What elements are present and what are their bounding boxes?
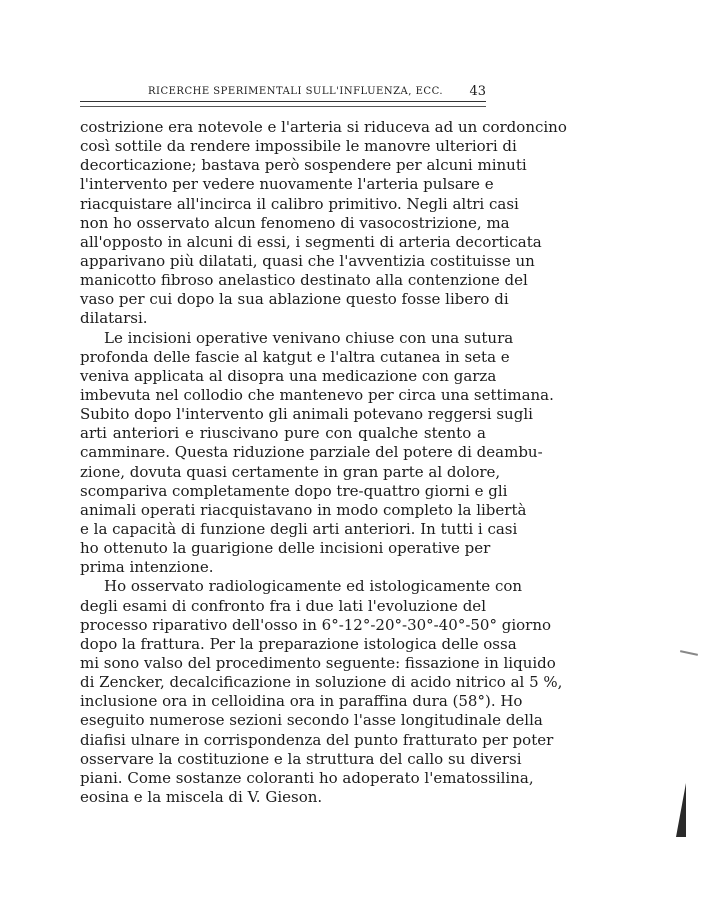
text-line: diafisi ulnare in corrispondenza del punto fratturato per poter (80, 730, 554, 749)
text-line: Le incisioni operative venivano chiuse con una sutura (104, 328, 514, 347)
text-line: costrizione era notevole e l'arteria si riduceva ad un cordoncino (80, 118, 567, 136)
header-rule-thin (80, 106, 486, 107)
paragraph-3 (80, 577, 563, 807)
page-number: 43 (469, 84, 486, 99)
paragraph-1 (80, 118, 567, 329)
text-line: e la capacità di funzione degli arti anteriori. In tutti i casi (80, 519, 518, 538)
text-line: animali operati riacquistavano in modo completo la libertà (80, 500, 527, 519)
text-line: riacquistare all'incirca il calibro primitivo. Negli altri casi (80, 194, 519, 213)
text-line: eosina e la miscela di V. Gieson. (80, 787, 323, 806)
text-line: non ho osservato alcun fenomeno di vasocostrizione, ma (80, 213, 510, 232)
text-line: piani. Come sostanze coloranti ho adoperato l'ematossilina, (80, 768, 534, 787)
text-line: Subito dopo l'intervento gli animali potevano reggersi sugli (80, 405, 533, 424)
text-line: apparivano più dilatati, quasi che l'avventizia costituisse un (80, 251, 535, 270)
text-line: così sottile da rendere impossibile le manovre ulteriori di (80, 137, 517, 156)
running-title: RICERCHE SPERIMENTALI SULL'INFLUENZA, ECC. (148, 86, 444, 97)
text-line: camminare. Questa riduzione parziale del potere di deambu- (80, 443, 543, 462)
text-line: vaso per cui dopo la sua ablazione questo fosse libero di (80, 290, 509, 309)
text-line: osservare la costituzione e la struttura del callo su diversi (80, 749, 522, 768)
body-text (80, 118, 567, 807)
text-line: inclusione ora in celloidina ora in paraffina dura (58°). Ho (80, 692, 523, 711)
text-line: profonda delle fascie al katgut e l'altra cutanea in seta e (80, 347, 510, 366)
text-line: imbevuta nel collodio che mantenevo per circa una settimana. (80, 385, 554, 404)
text-line: all'opposto in alcuni di essi, i segmenti di arteria decorticata (80, 232, 542, 251)
text-line: dopo la frattura. Per la preparazione istologica delle ossa (80, 634, 517, 653)
text-line: veniva applicata al disopra una medicazione con garza (80, 366, 497, 385)
text-line: degli esami di confronto fra i due lati l'evoluzione del (80, 596, 486, 615)
text-line: scompariva completamente dopo tre-quattro giorni e gli (80, 481, 508, 500)
text-line: ho ottenuto la guarigione delle incisioni operative per (80, 539, 491, 558)
paragraph-2 (80, 328, 554, 578)
text-line: di Zencker, decalcificazione in soluzione di acido nitrico al 5 %, (80, 673, 563, 692)
text-line: decorticazione; bastava però sospendere per alcuni minuti (80, 156, 527, 175)
text-line: processo riparativo dell'osso in 6°-12°-20°-30°-40°-50° giorno (80, 615, 552, 634)
text-line: mi sono valso del procedimento seguente: fissazione in liquido (80, 653, 556, 672)
text-line: prima intenzione. (80, 558, 214, 577)
margin-pencil-mark (680, 650, 698, 656)
text-line: dilatarsi. (80, 309, 148, 328)
page-edge-shadow (676, 783, 686, 837)
header-rule (80, 101, 486, 102)
text-line: arti anteriori e riuscivano pure con qualche stento a (80, 424, 486, 443)
text-line: eseguito numerose sezioni secondo l'asse longitudinale della (80, 711, 543, 730)
text-line: zione, dovuta quasi certamente in gran parte al dolore, (80, 462, 501, 481)
text-line: manicotto fibroso anelastico destinato alla contenzione del (80, 271, 528, 290)
text-line: Ho osservato radiologicamente ed istologicamente con (104, 577, 523, 596)
text-line: l'intervento per vedere nuovamente l'arteria pulsare e (80, 175, 494, 194)
